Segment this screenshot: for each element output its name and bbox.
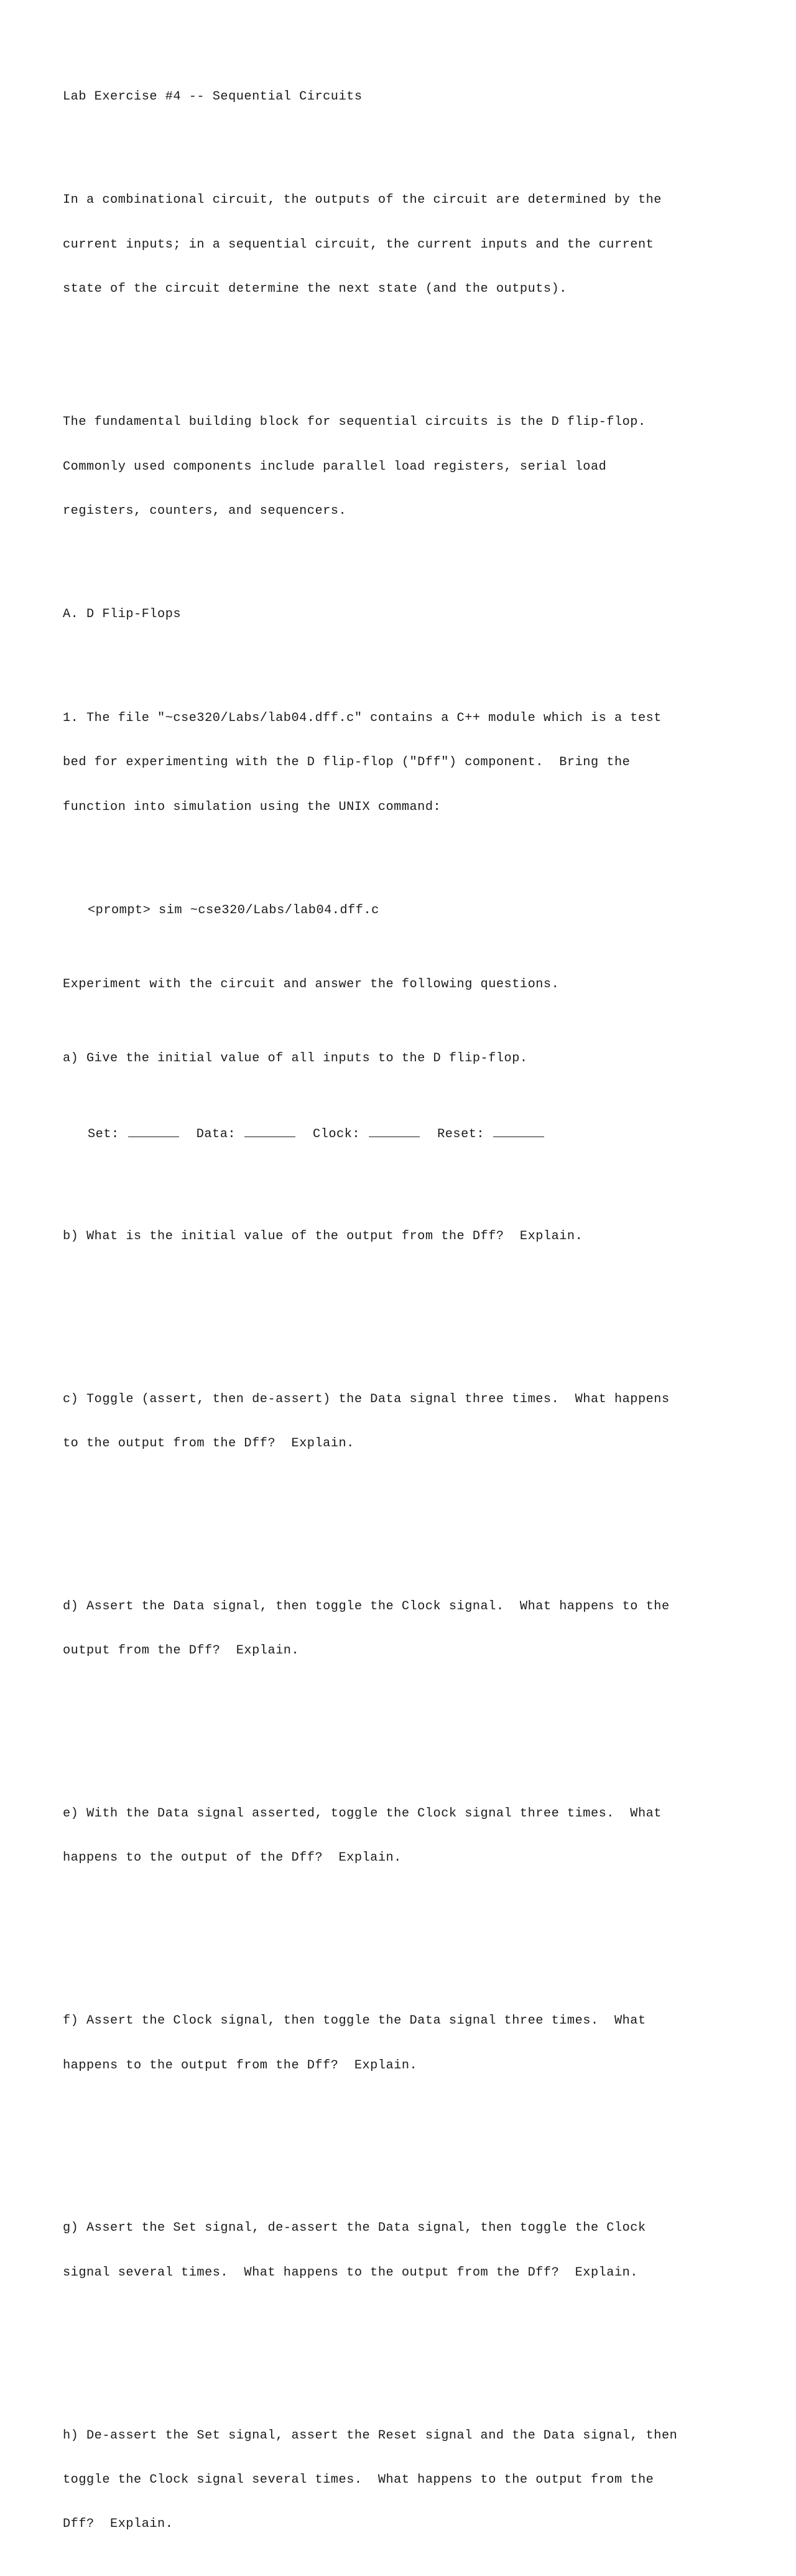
document-title: Lab Exercise #4 -- Sequential Circuits [63,89,363,104]
clock-label: Clock: [313,1127,361,1142]
experiment-instruction: Experiment with the circuit and answer the following questions. [63,977,560,992]
reset-label: Reset: [437,1127,485,1142]
question-b [63,1199,759,1273]
intro-line: In a combinational circuit, the outputs of the circuit are determined by the [63,193,662,208]
fundamental-line: Commonly used components include parallel load registers, serial load [63,459,607,474]
question-a: a) Give the initial value of all inputs to the D flip-flop. [63,1051,528,1066]
section-a-heading: A. D Flip-Flops [63,607,182,622]
item-1-paragraph [63,681,759,844]
set-blank[interactable] [128,1125,179,1137]
fundamental-line: The fundamental building block for sequential circuits is the D flip-flop. [63,415,646,430]
question-h-line: toggle the Clock signal several times. What happens to the output from the [63,2472,654,2487]
fundamental-line: registers, counters, and sequencers. [63,503,347,518]
item-1-line: 1. The file "~cse320/Labs/lab04.dff.c" contains a C++ module which is a test [63,711,662,726]
question-g [63,2192,759,2310]
intro-line: current inputs; in a sequential circuit, the current inputs and the current [63,237,654,252]
question-c-line: c) Toggle (assert, then de-assert) the Data signal three times. What happens [63,1392,670,1407]
question-f-line: happens to the output from the Dff? Explain. [63,2058,418,2073]
question-g-line: g) Assert the Set signal, de-assert the Data signal, then toggle the Clock [63,2221,646,2236]
question-d-line: d) Assert the Data signal, then toggle the Clock signal. What happens to the [63,1599,670,1614]
question-h-line: Dff? Explain. [63,2517,174,2532]
intro-paragraph [63,164,759,327]
fundamental-paragraph [63,386,759,549]
item-1-line: function into simulation using the UNIX command: [63,799,442,814]
question-d [63,1569,759,1688]
reset-blank[interactable] [493,1125,544,1137]
item-1-line: bed for experimenting with the D flip-flop ("Dff") component. Bring the [63,755,631,770]
unix-command: <prompt> sim ~cse320/Labs/lab04.dff.c [88,903,379,918]
question-g-line: signal several times. What happens to the output from the Dff? Explain. [63,2265,638,2280]
lab-document [63,60,759,2576]
question-e-line: happens to the output of the Dff? Explain. [63,1851,402,1866]
question-h [63,2399,759,2562]
data-label: Data: [196,1127,236,1142]
question-e-line: e) With the Data signal asserted, toggle the Clock signal three times. What [63,1806,662,1821]
question-d-line: output from the Dff? Explain. [63,1644,300,1658]
question-c [63,1362,759,1481]
clock-blank[interactable] [369,1125,420,1137]
input-values-row [63,1125,759,1140]
set-label: Set: [88,1127,119,1142]
question-e [63,1777,759,1895]
question-h-line: h) De-assert the Set signal, assert the Reset signal and the Data signal, then [63,2428,678,2443]
question-f [63,1984,759,2103]
question-b-line: b) What is the initial value of the output from the Dff? Explain. [63,1229,583,1244]
question-f-line: f) Assert the Clock signal, then toggle the Data signal three times. What [63,2014,646,2029]
intro-line: state of the circuit determine the next state (and the outputs). [63,281,567,296]
question-c-line: to the output from the Dff? Explain. [63,1436,354,1451]
data-blank[interactable] [244,1125,295,1137]
